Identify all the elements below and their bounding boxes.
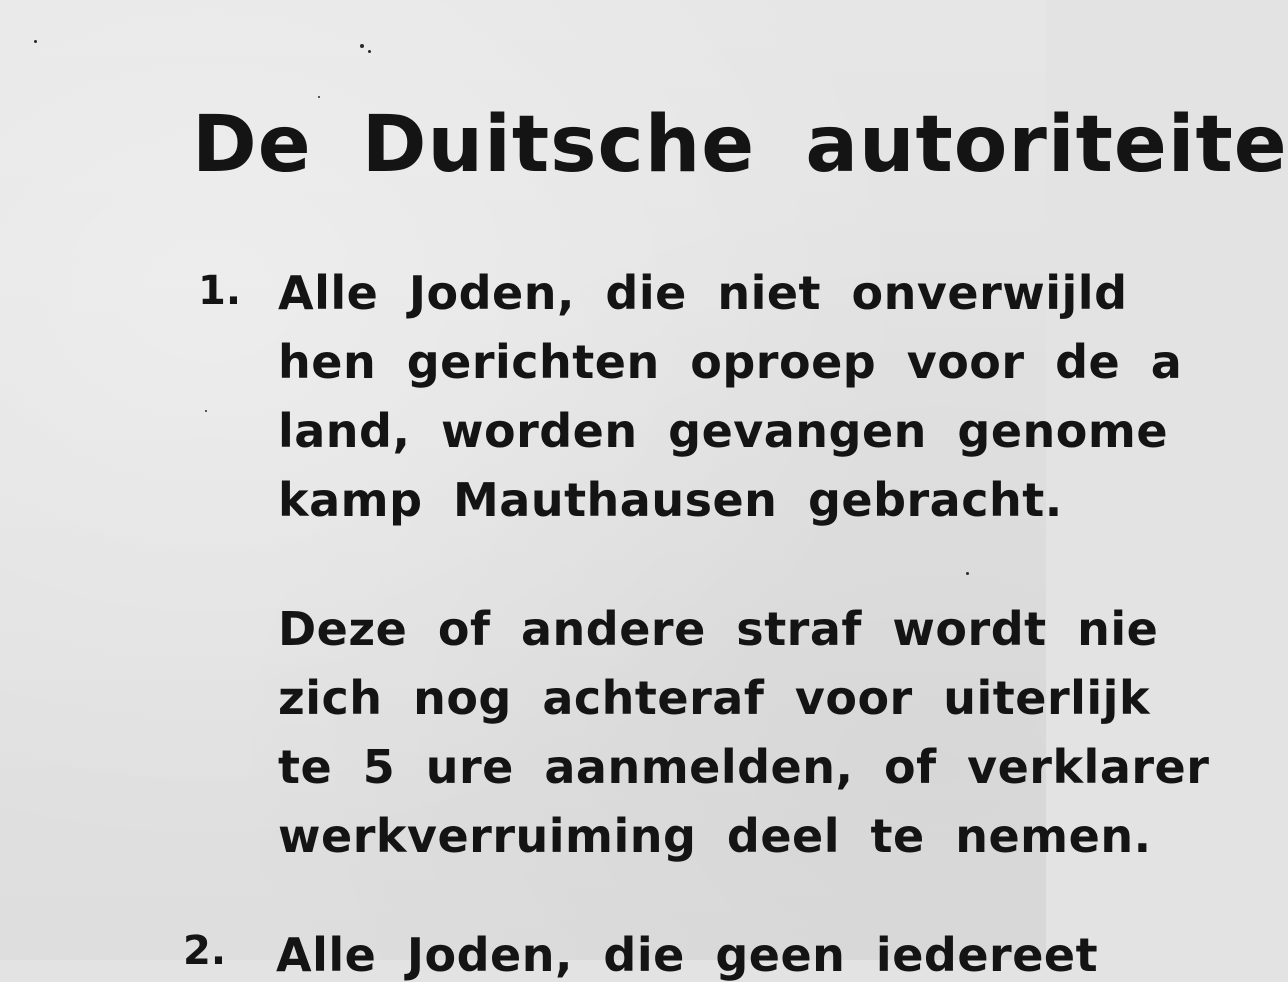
item-1-line-1: Alle Joden, die niet onverwijld: [278, 266, 1128, 320]
item-1-line-3: land, worden gevangen genome: [278, 404, 1169, 458]
dust-speck: [966, 572, 969, 575]
document-title: De Duitsche autoriteite: [192, 100, 1288, 190]
item-number: 1.: [198, 268, 242, 314]
dust-speck: [34, 40, 37, 43]
item-2-line-1: Alle Joden, die geen iedereet: [276, 928, 1099, 982]
item-1-line-4: kamp Mauthausen gebracht.: [278, 473, 1063, 527]
item-1-para-2-line-4: werkverruiming deel te nemen.: [278, 809, 1152, 863]
item-number: 2.: [183, 928, 227, 974]
item-1-para-2-line-2: zich nog achteraf voor uiterlijk: [278, 671, 1151, 725]
dust-speck: [318, 96, 320, 98]
dust-speck: [360, 44, 364, 48]
item-1-para-2-line-1: Deze of andere straf wordt nie: [278, 602, 1159, 656]
item-1-line-2: hen gerichten oproep voor de a: [278, 335, 1183, 389]
dust-speck: [368, 50, 371, 53]
dust-speck: [205, 410, 207, 412]
item-1-para-2-line-3: te 5 ure aanmelden, of verklarer: [278, 740, 1210, 794]
